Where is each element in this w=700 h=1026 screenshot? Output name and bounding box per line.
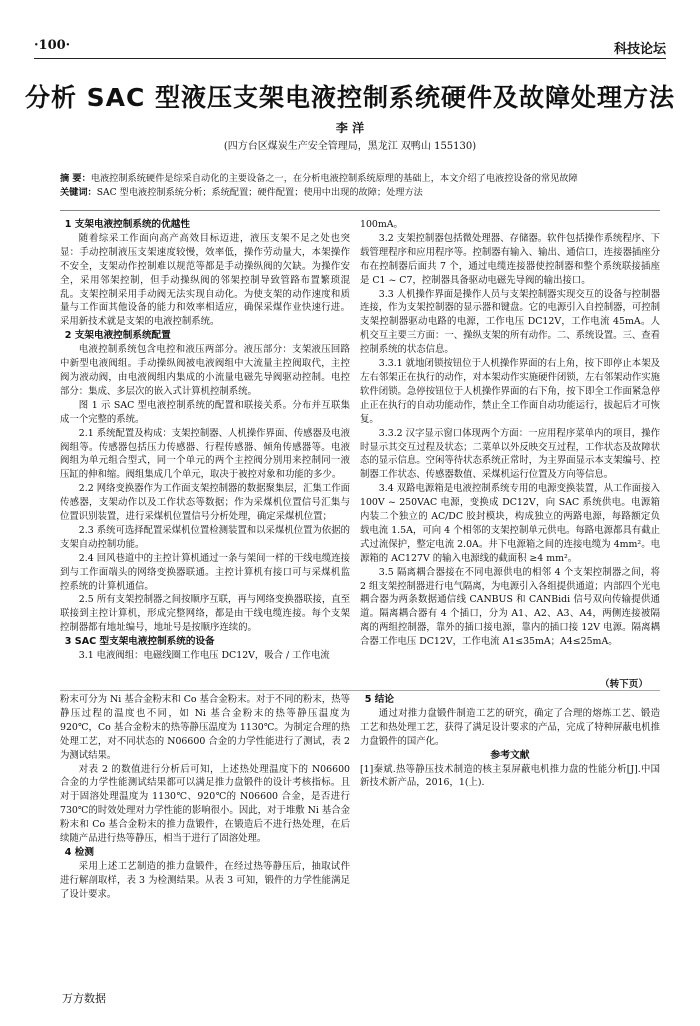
column-left-top bbox=[60, 218, 350, 663]
paragraph: 电液控制系统包含电控和液压两部分。液压部分：支架液压回路中新型电液阀组。手动操纵阀被电液阀组中大流量主控阀取代，主控阀为液动阀，由电液阀组内集成的小流量电磁先导阀驱动控制。电控部分：集成、多层次的嵌入式计算机控制系统。 bbox=[60, 344, 350, 397]
paragraph: 图 1 示 SAC 型电液控制系统的配置和联接关系。分布并互联集成一个完整的系统。 bbox=[60, 399, 350, 425]
section-name: 科技论坛 bbox=[613, 42, 666, 57]
column-left-bottom bbox=[60, 693, 350, 902]
paragraph: 2.2 网络变换器作为工作面支架控制器的数据聚集层，汇集工作面传感器，支架动作以及工作状态等数据；作为采煤机位置信号汇集与位置识别装置，进行采煤机位置信号分析处理，确定采煤机位置； bbox=[60, 483, 350, 523]
section-heading: 4 检测 bbox=[64, 846, 94, 858]
abstract bbox=[60, 172, 660, 186]
affiliation: (四方台区煤炭生产安全管理局，黑龙江 双鸭山 155130) bbox=[223, 141, 477, 152]
paragraph: 2.3 系统可选择配置采煤机位置检测装置和以采煤机位置为依据的支架自动控制功能。 bbox=[60, 524, 350, 550]
section-heading: 2 支架电液控制系统配置 bbox=[64, 330, 171, 342]
page-number: ·100· bbox=[34, 38, 71, 53]
references-heading: 参考文献 bbox=[490, 749, 530, 761]
continued-note: （转下页） bbox=[600, 679, 648, 690]
keywords-text: SAC 型电液控制系统分析；系统配置；硬件配置；使用中出现的故障；处理方法 bbox=[96, 187, 423, 198]
author: 李 洋 bbox=[335, 121, 365, 135]
keywords bbox=[60, 186, 660, 200]
paragraph: 3.1 电液阀组：电磁线圈工作电压 DC12V，吸合 / 工作电流 bbox=[78, 650, 330, 662]
paragraph: 2.1 系统配置及构成：支架控制器、人机操作界面、传感器及电液阀组等。传感器包括压力传感器、行程传感器、倾角传感器等。电液阀组为单元组合型式，同一个单元的两个主控阀分别用来控制同一液压缸的伸和缩。阀组集成几个单元，取决于被控对象和功能的多少。 bbox=[60, 427, 350, 481]
paragraph: 通过对推力盘锻件制造工艺的研究，确定了合理的熔炼工艺、锻造工艺和热处理工艺，获得了满足设计要求的产品，完成了特种屏蔽电机推力盘锻件的国产化。 bbox=[360, 707, 661, 747]
paragraph: 3.3 人机操作界面是操作人员与支架控制器实现交互的设备与控制器连接，作为支架控制器的显示器和键盘。它的电源引入自控制器，可控制支架控制器驱动电路的电源，工作电压 DC12V，工作电流 45mA。人机交互主要三方面：一、操纵支架的所有动作。二、系统设置。三、查看控制系统的状态信息。 bbox=[360, 288, 661, 356]
paragraph: 2.5 所有支架控制器之间按顺序互联，再与网络变换器联接，直至联接到主控计算机，形成完整网络，都是由干线电缆连接。每个支架控制器都有地址编号，地址号是按顺序连续的。 bbox=[60, 594, 350, 634]
section-heading: 3 SAC 型支架电液控制系统的设备 bbox=[64, 636, 215, 648]
section-heading: 1 支架电液控制系统的优越性 bbox=[64, 219, 190, 230]
article-separator bbox=[60, 690, 660, 691]
paragraph: 3.5 隔离耦合器接在不同电源供电的相邻 4 个支架控制器之间，将 2 组支架控制器进行电气隔离，为电源引入各组提供通道；内部四个光电耦合器为两条数据通信线 CANBUS 和 CANBidi 信号双向传输提供通道。隔离耦合器有 4 个插口，分为 A1、A2、A3、A4，两侧连接被隔离的两组控制器，靠外的插口接电源，靠内的插口接 12V 电源。隔离耦合器工作电压 DC12V，工作电流 A1≤35mA；A4≤25mA。 bbox=[360, 566, 660, 648]
footer-watermark: 万方数据 bbox=[62, 992, 106, 1005]
paragraph: 3.3.1 就地闭锁按钮位于人机操作界面的右上角，按下即停止本架及左右邻架正在执行的动作，对本架动作实施硬件闭锁，左右邻架动作实施软件闭锁。急停按钮位于人机操作界面的右下角，按下即全工作面紧急停止正在执行的自动功能动作，禁止全工作面自动功能运行，拔起后才可恢复。 bbox=[360, 358, 661, 425]
paragraph: 2.4 回风巷道中的主控计算机通过一条与架间一样的干线电缆连接到与工作面端头的网络变换器联通。主控计算机有接口可与采煤机监控系统的计算机通信。 bbox=[60, 552, 350, 592]
keywords-label: 关键词： bbox=[60, 187, 97, 198]
paragraph: 随着综采工作面向高产高效目标迈进，液压支架不足之处也突显：手动控制液压支架速度较慢，效率低，操作劳动量大，本架操作不安全，支架动作控制难以规范等都是手动操纵阀的欠缺。为操作安全，采用邻架控制，但手动操纵阀的邻架控制导致管路布置繁琐混乱。支架控制采用手动阀无法实现自动化。为使支架的动作速度和质量与工作面其他设备的能力和效率相适应，确保采煤作业快速行进。采用新技术就是支架的电液控制系统。 bbox=[60, 232, 350, 328]
reference-item: [1]秦斌.热等静压技术制造的核主泵屏蔽电机推力盘的性能分析[J].中国新技术新产品，2016，1(上). bbox=[360, 763, 660, 789]
section-heading: 5 结论 bbox=[364, 694, 394, 705]
column-right-top bbox=[360, 218, 660, 649]
article-title: 分析 SAC 型液压支架电液控制系统硬件及故障处理方法 bbox=[24, 83, 676, 112]
abstract-text: 电液控制系统硬件是综采自动化的主要设备之一，在分析电液控制系统原理的基础上，本文介绍了电液控设备的常见故障 bbox=[90, 173, 578, 184]
paragraph: 3.4 双路电源箱是电液控制系统专用的电源变换装置，从工作面接入 100V ~ 250VAC 电源，变换成 DC12V，向 SAC 系统供电。电源箱内装二个独立的 AC/DC 胶封模块，构成独立的两路电源，每路额定负载电流 1.5A，可向 4 个相邻的支架控制单元供电。每路电源都具有截止式过流保护，整定电流 2.0A。井下电源箱之间的连接电缆为 4mm²。电源箱的 AC127V 的输入电源线的截面积 ≥4 mm²。 bbox=[360, 483, 660, 564]
header-rule bbox=[34, 58, 666, 59]
abstract-rule bbox=[60, 210, 660, 211]
paragraph: 采用上述工艺制造的推力盘锻件，在经过热等静压后，抽取试件进行解剖取样，表 3 为检测结果。从表 3 可知，锻件的力学性能满足了设计要求。 bbox=[60, 860, 350, 900]
abstract-block bbox=[60, 172, 660, 200]
paragraph: 100mA。 bbox=[360, 219, 403, 230]
column-right-bottom bbox=[360, 693, 660, 790]
paragraph: 3.2 支架控制器包括微处理器、存储器。软件包括操作系统程序、下载管理程序和应用程序等。控制器有输入、输出、通信口，连接器插座分布在控制器后面共 7 个，通过电缆连接器使控制器和整个系统联接插座是 C1 ~ C7，控制器具备驱动电磁先导阀的输出接口。 bbox=[360, 232, 661, 286]
abstract-label: 摘 要： bbox=[60, 173, 91, 184]
running-header bbox=[34, 38, 666, 58]
paragraph: 粉末可分为 Ni 基合金粉末和 Co 基合金粉末。对于不同的粉末，热等静压过程的温度也不同，如 Ni 基合金粉末的热等静压温度为 920℃，Co 基合金粉末的热等静压温度为 1130℃。为制定合理的热处理工艺，对不同状态的 N06600 合金的力学性能进行了测试，表 2 为测试结果。 bbox=[60, 694, 350, 761]
paragraph: 3.3.2 汉字显示窗口体现两个方面：一应用程序菜单内的项目，操作时显示其交互过程及状态；二菜单以外反映交互过程，工作状态及故障状态的显示信息。空闲等待状态系统正常时，为主界面显示本支架编号、控制器工作状态、传感器数值、采煤机运行位置及方向等信息。 bbox=[360, 427, 661, 481]
paragraph: 对表 2 的数值进行分析后可知，上述热处理温度下的 N06600 合金的力学性能测试结果都可以满足推力盘锻件的设计考核指标。且对于固溶处理温度为 1130℃、920℃的 N06600 合金，是否进行 730℃的时效处理对力学性能的影响很小。因此，对于堆敷 Ni 基合金粉末和 Co 基合金粉末的推力盘锻件，在锻造后不进行热处理，在后续随产品进行热等静压，相当于进行了固溶处理。 bbox=[60, 763, 350, 845]
